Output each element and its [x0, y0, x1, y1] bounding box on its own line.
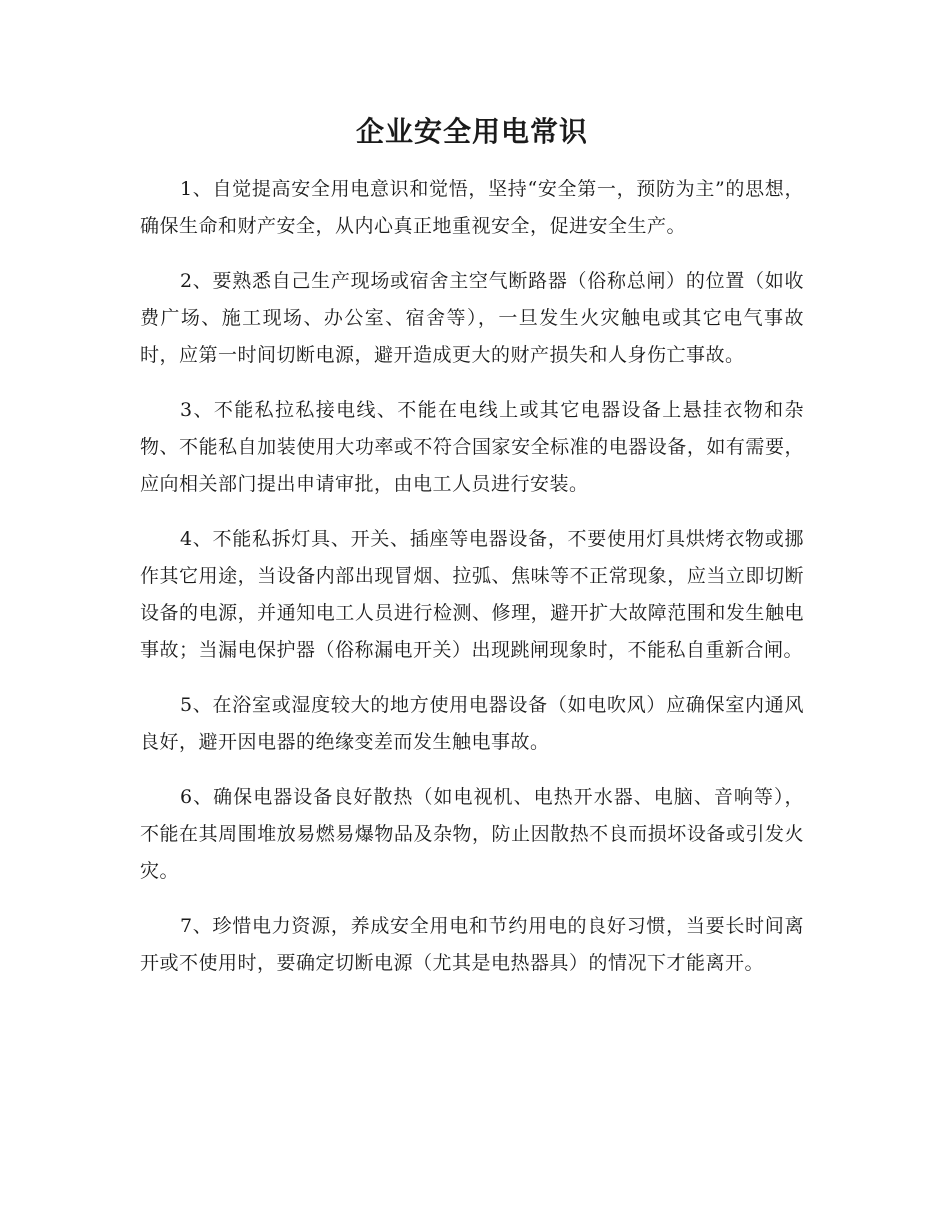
paragraph-4: 4、不能私拆灯具、开关、插座等电器设备，不要使用灯具烘烤衣物或挪作其它用途，当设备内部出现冒烟、拉弧、焦味等不正常现象，应当立即切断设备的电源，并通知电工人员进行检测、修理，避开扩大故障范围和发生触电事故；当漏电保护器（俗称漏电开关）出现跳闸现象时，不能私自重新合闸。	[140, 528, 804, 661]
paragraph-5: 5、在浴室或湿度较大的地方使用电器设备（如电吹风）应确保室内通风良好，避开因电器的绝缘变差而发生触电事故。	[140, 694, 804, 753]
paragraph-1: 1、自觉提高安全用电意识和觉悟，坚持“安全第一，预防为主”的思想，确保生命和财产安全，从内心真正地重视安全，促进安全生产。	[140, 178, 804, 237]
paragraph-7: 7、珍惜电力资源，养成安全用电和节约用电的良好习惯，当要长时间离开或不使用时，要确定切断电源（尤其是电热器具）的情况下才能离开。	[140, 915, 804, 974]
paragraph-6: 6、确保电器设备良好散热（如电视机、电热开水器、电脑、音响等），不能在其周围堆放易燃易爆物品及杂物，防止因散热不良而损坏设备或引发火灾。	[140, 786, 804, 882]
document-title: 企业安全用电常识	[355, 115, 588, 148]
paragraph-2: 2、要熟悉自己生产现场或宿舍主空气断路器（俗称总闸）的位置（如收费广场、施工现场、办公室、宿舍等），一旦发生火灾触电或其它电气事故时，应第一时间切断电源，避开造成更大的财产损失和人身伤亡事故。	[140, 270, 804, 366]
document-page	[140, 108, 804, 1000]
paragraph-3: 3、不能私拉私接电线、不能在电线上或其它电器设备上悬挂衣物和杂物、不能私自加装使用大功率或不符合国家安全标准的电器设备，如有需要，应向相关部门提出申请审批，由电工人员进行安装。	[140, 399, 804, 495]
